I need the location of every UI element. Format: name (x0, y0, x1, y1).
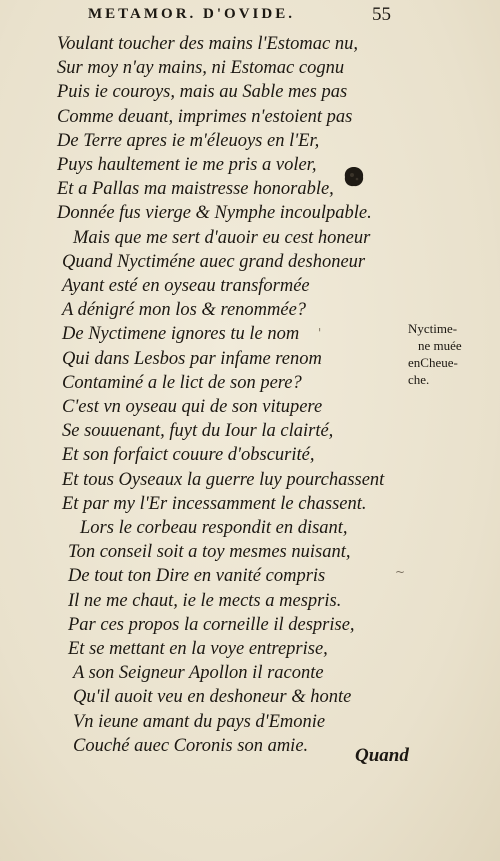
verse-line: Mais que me sert d'auoir eu cest honeur (73, 227, 371, 248)
verse-line: Quand Nyctiméne auec grand deshoneur (62, 251, 366, 272)
verse-line: Et par my l'Er incessamment le chassent. (62, 493, 367, 514)
margin-note (408, 320, 488, 388)
verse-line: Et tous Oyseaux la guerre luy pourchassent (62, 469, 385, 490)
verse-line: Sur moy n'ay mains, ni Estomac cognu (57, 58, 345, 79)
verse-line: Et son forfaict couure d'obscurité, (62, 445, 315, 466)
verse-line: De Terre apres ie m'éleuoys en l'Er, (57, 130, 320, 151)
verse-line: Ayant esté en oyseau transformée (62, 276, 310, 296)
verse-line: Lors le corbeau respondit en disant, (80, 518, 348, 538)
running-head: METAMOR. D'OVIDE. (88, 6, 295, 22)
catchword: Quand (355, 745, 409, 766)
verse-line: Contaminé a le lict de son pere? (62, 372, 302, 393)
page-number: 55 (372, 4, 391, 25)
verse-line: A dénigré mon los & renommée? (62, 300, 307, 321)
stray-mark: ' (318, 326, 322, 340)
verse-line: Se souuenant, fuyt du Iour la clairté, (62, 421, 334, 442)
verse-line: Vn ieune amant du pays d'Emonie (73, 711, 326, 732)
verse-line: Il ne me chaut, ie le mects a mespris. (68, 590, 342, 611)
verse-line: Puis ie couroys, mais au Sable mes pas (57, 82, 348, 103)
verse-line: De tout ton Dire en vanité compris (68, 566, 326, 587)
page-header (0, 4, 500, 28)
verse-line: Voulant toucher des mains l'Estomac nu, (57, 34, 358, 54)
margin-note-line: enCheue- (408, 355, 458, 370)
margin-note-line: ne muée (418, 338, 462, 353)
verse-line: Par ces propos la corneille il desprise, (68, 614, 355, 635)
verse-line: Qu'il auoit veu en deshoneur & honte (73, 687, 352, 708)
verse-line: C'est vn oyseau qui de son vitupere (62, 397, 323, 417)
verse-line: Comme deuant, imprimes n'estoient pas (57, 106, 353, 127)
margin-note-line: che. (408, 372, 430, 387)
verse-line: Couché auec Coronis son amie. (73, 735, 309, 756)
verse-line: De Nyctimene ignores tu le nom (62, 324, 300, 345)
verse-line: Et a Pallas ma maistresse honorable, (57, 179, 334, 200)
stray-mark: ~ (395, 565, 406, 579)
verse-line: Donnée fus vierge & Nymphe incoulpable. (57, 203, 372, 224)
verse-line: Ton conseil soit a toy mesmes nuisant, (68, 542, 351, 563)
verse-line: Qui dans Lesbos par infame renom (62, 348, 322, 369)
margin-note-line: Nyctime- (408, 321, 458, 336)
verse-line: Et se mettant en la voye entreprise, (68, 639, 328, 659)
verse-line: A son Seigneur Apollon il raconte (73, 663, 324, 684)
verse-line: Puys haultement ie me pris a voler, (57, 155, 317, 175)
ink-blot-icon (342, 165, 366, 189)
